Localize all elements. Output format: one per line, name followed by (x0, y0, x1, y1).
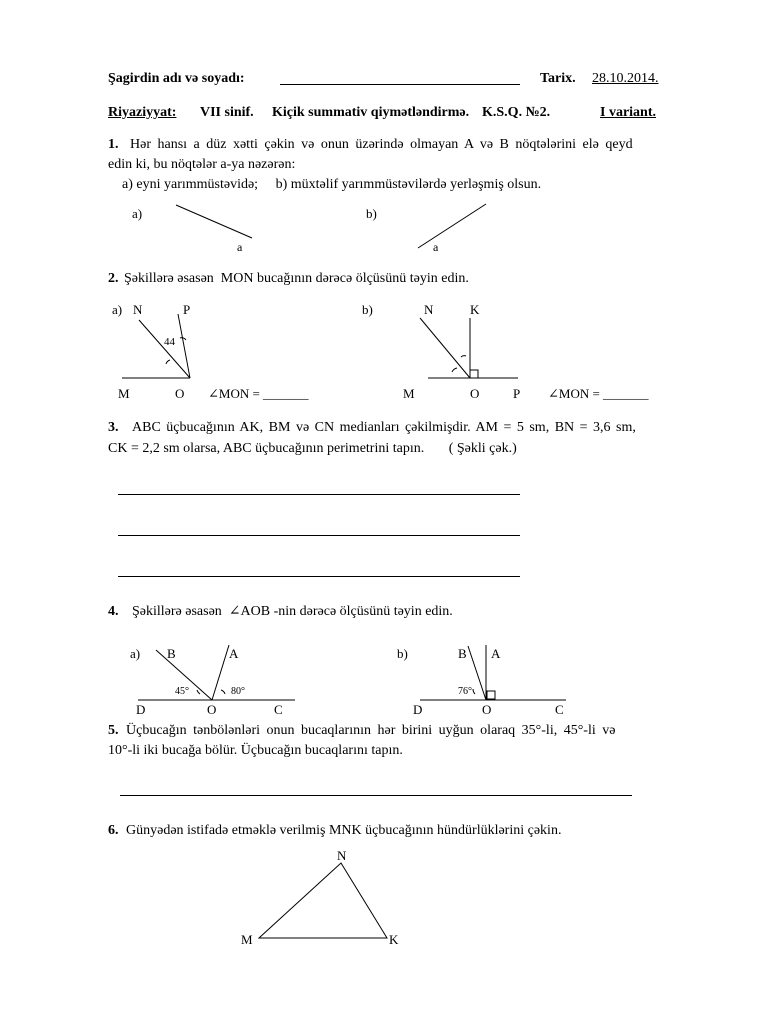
q4-b-point-d: D (413, 702, 423, 717)
q2-a-point-n: N (133, 302, 143, 317)
q4-b-arc1 (473, 689, 475, 694)
q4-fig-b-label: b) (397, 646, 408, 661)
q4-b-right-angle (487, 691, 495, 699)
q4-figure-a (130, 645, 295, 717)
q2-a-point-m: M (118, 386, 130, 401)
q3-text-line1: ABC üçbucağının AK, BM və CN medianları çəkilmişdir. AM = 5 sm, BN = 3,6 sm, (132, 420, 636, 435)
q4-a-point-d: D (136, 702, 146, 717)
q4-a-arc2 (221, 690, 225, 694)
q2-figure-a (112, 302, 309, 401)
ksq-label: K.S.Q. №2. (482, 105, 551, 120)
q6-point-n: N (337, 848, 347, 863)
q6-number: 6. (108, 823, 119, 838)
q1-figure-a (132, 205, 252, 254)
q2-b-point-o: O (470, 386, 480, 401)
q2-b-arc-bottom (452, 368, 457, 372)
q4-a-point-b: B (167, 646, 176, 661)
q4-number: 4. (108, 604, 119, 619)
q1-fig-b-label: b) (366, 206, 377, 221)
q6-triangle (241, 848, 399, 947)
q1-line-b-label: a (433, 240, 439, 254)
q3-answer-line-1[interactable] (118, 494, 520, 495)
q2-a-point-p: P (183, 302, 191, 317)
date-label: Tarix. (540, 71, 576, 86)
q1-text-line3: a) eyni yarımmüstəvidə; b) müxtəlif yarımmüstəvilərdə yerləşmiş olsun. (122, 177, 542, 192)
q1-line-a-label: a (237, 240, 243, 254)
subject-label: Riyaziyyat: (108, 105, 177, 120)
q6-text: Günyədən istifadə etməklə verilmiş MNK üçbucağının hündürlüklərini çəkin. (126, 823, 562, 838)
q2-fig-a-label: a) (112, 302, 123, 317)
q6-point-k: K (389, 932, 399, 947)
q4-b-point-b: B (458, 646, 467, 661)
q4-a-arc1 (197, 690, 200, 694)
q3-number: 3. (108, 420, 119, 435)
q2-b-point-m: M (403, 386, 415, 401)
q2-b-point-n: N (424, 302, 434, 317)
assessment-title: Kiçik summativ qiymətləndirmə. (272, 105, 470, 120)
q3-answer-line-2[interactable] (118, 535, 520, 536)
q2-number: 2. (108, 271, 119, 286)
q2-b-arc-top (461, 356, 466, 357)
q4-fig-a-label: a) (130, 646, 141, 661)
q2-text: Şəkillərə əsasən MON bucağının dərəcə ölçüsünü təyin edin. (124, 271, 469, 286)
q5-text-line2: 10°-li iki bucağa bölür. Üçbucağın bucaqlarını tapın. (108, 743, 403, 758)
q1-line-a (176, 205, 252, 238)
q4-figure-b (397, 645, 566, 717)
student-name-label: Şagirdin adı və soyadı: (108, 71, 245, 86)
q2-b-point-p: P (513, 386, 521, 401)
q1-fig-a-label: a) (132, 206, 143, 221)
variant-label: I variant. (600, 105, 656, 120)
q1-number: 1. (108, 137, 119, 152)
q2-a-ray-op (178, 314, 190, 378)
q6-triangle-mnk (259, 863, 387, 938)
q4-b-point-a: A (491, 646, 501, 661)
q2-a-answer: ∠MON = _______ (208, 386, 309, 401)
grade-label: VII sinif. (200, 105, 254, 120)
q4-text: Şəkillərə əsasən ∠AOB -nin dərəcə ölçüsünü təyin edin. (132, 604, 453, 619)
q2-figure-b (362, 302, 649, 401)
q4-a-angle2: 80° (231, 686, 245, 697)
q1-text-line2: edin ki, bu nöqtələr a-ya nəzərən: (108, 157, 296, 172)
q4-a-angle1: 45° (175, 686, 189, 697)
q2-b-right-angle (470, 370, 478, 378)
q6-point-m: M (241, 932, 253, 947)
q1-text-line1: Hər hansı a düz xətti çəkin və onun üzərində olmayan A və B nöqtələrini elə qeyd (130, 137, 633, 152)
q2-a-point-o: O (175, 386, 185, 401)
q2-fig-b-label: b) (362, 302, 373, 317)
q1-figure-b (366, 204, 486, 254)
q4-a-point-a: A (229, 646, 239, 661)
q2-a-ray-on (139, 320, 190, 378)
q3-text-line2: CK = 2,2 sm olarsa, ABC üçbucağının perimetrini tapın. ( Şəkli çək.) (108, 441, 517, 456)
q2-a-angle-label: 44 (164, 336, 175, 348)
q5-number: 5. (108, 723, 119, 738)
q2-b-ray-on (420, 318, 470, 378)
q4-b-point-o: O (482, 702, 492, 717)
q4-a-point-c: C (274, 702, 283, 717)
q4-b-angle1: 76° (458, 686, 472, 697)
q3-answer-line-3[interactable] (118, 576, 520, 577)
q4-a-ray-oa (212, 645, 229, 700)
q2-b-point-k: K (470, 302, 480, 317)
q2-a-arc-bottom (166, 360, 170, 364)
q5-text-line1: Üçbucağın tənbölənləri onun bucaqlarının hər birini uyğun olaraq 35°-li, 45°-li və (126, 723, 616, 738)
q2-b-answer: ∠MON = _______ (548, 386, 649, 401)
q1-line-b (418, 204, 486, 248)
q4-b-point-c: C (555, 702, 564, 717)
date-value: 28.10.2014. (592, 71, 659, 86)
q5-answer-line[interactable] (120, 795, 632, 796)
q4-a-point-o: O (207, 702, 217, 717)
